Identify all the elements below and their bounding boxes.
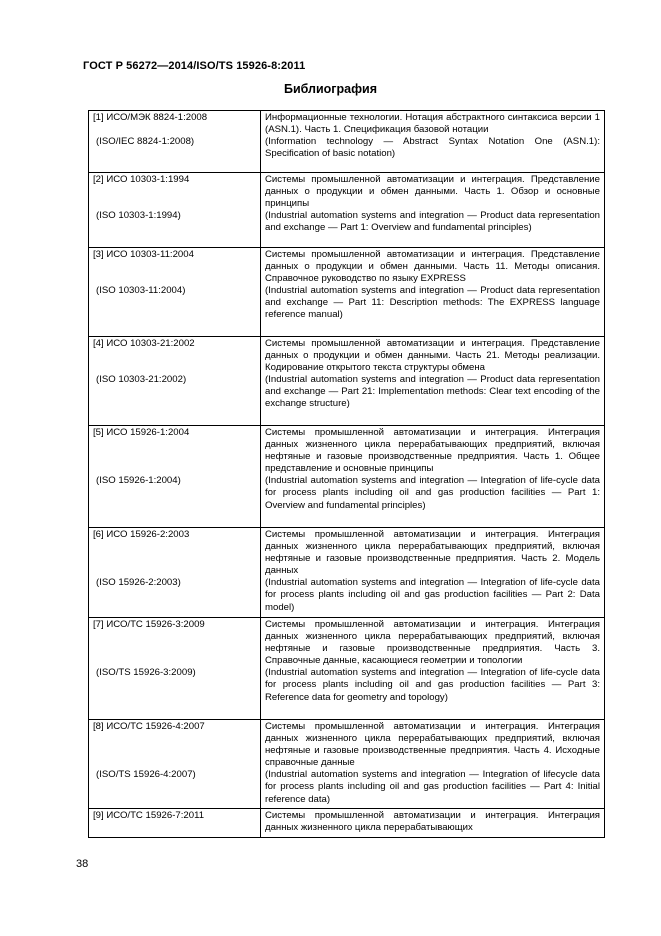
reference-cell xyxy=(89,248,261,337)
section-title-text: Библиография xyxy=(283,82,378,96)
reference-title-ru: Информационные технологии. Нотация абстрактного синтаксиса версии 1 (ASN.1). Часть 1. Спецификация базовой нотации xyxy=(265,112,600,136)
reference-description-cell xyxy=(261,528,605,618)
reference-description-cell xyxy=(261,111,605,173)
reference-id: [9] ИСО/ТС 15926-7:2011 xyxy=(93,810,205,821)
reference-title-ru: Системы промышленной автоматизации и интеграция. Представление данных о продукции и обмен данными. Часть 11. Методы описания. Справочное руководство по языку EXPRESS xyxy=(265,249,600,285)
reference-title-en: (Industrial automation systems and integration — Integration of lifecycle data for process plants including oil and gas production facilities — Part 4: Initial reference data) xyxy=(265,769,600,805)
reference-title-ru: Системы промышленной автоматизации и интеграция. Интеграция данных жизненного цикла перерабатывающих xyxy=(265,810,600,834)
reference-title-en: (Industrial automation systems and integration — Integration of life-cycle data for process plants including oil and gas production facilities — Part 3: Reference data for geometry and topology) xyxy=(265,667,600,703)
bibliography-table xyxy=(88,110,605,838)
reference-title-ru: Системы промышленной автоматизации и интеграция. Представление данных о продукции и обмен данными. Часть 1. Обзор и основные принципы xyxy=(265,174,600,210)
reference-cell xyxy=(89,528,261,618)
document-header: ГОСТ Р 56272—2014/ISO/TS 15926-8:2011 xyxy=(83,60,306,72)
bibliography-body xyxy=(89,111,605,838)
reference-title-ru: Системы промышленной автоматизации и интеграция. Интеграция данных жизненного цикла перерабатывающих предприятий, включая нефтяные и газовые производственные предприятия. Часть 1. Общее представление и основные принципы xyxy=(265,427,600,475)
reference-title-ru: Системы промышленной автоматизации и интеграция. Интеграция данных жизненного цикла перерабатывающих предприятий, включая нефтяные и газовые производственные предприятия. Часть 3. Справочные данные, касающиеся геометрии и топологии xyxy=(265,619,600,667)
reference-cell xyxy=(89,809,261,838)
bibliography-row xyxy=(89,111,605,173)
reference-id: [1] ИСО/МЭК 8824-1:2008 xyxy=(93,112,208,123)
bibliography-row xyxy=(89,618,605,720)
reference-cell xyxy=(89,720,261,809)
reference-title-en: (Industrial automation systems and integration — Integration of life-cycle data for process plants including oil and gas production facilities — Part 2: Data model) xyxy=(265,577,600,613)
bibliography-row xyxy=(89,426,605,528)
reference-description-cell xyxy=(261,426,605,528)
reference-title-en: (Industrial automation systems and integration — Product data representation and exchange — Part 11: Description methods: The EXPRESS language reference manual) xyxy=(265,285,600,321)
reference-description-cell xyxy=(261,720,605,809)
bibliography-row xyxy=(89,173,605,248)
reference-cell xyxy=(89,618,261,720)
reference-title-en: (Information technology — Abstract Syntax Notation One (ASN.1): Specification of basic notation) xyxy=(265,136,600,160)
section-title xyxy=(0,82,661,96)
reference-id-international: (ISO 10303-11:2004) xyxy=(96,285,186,297)
reference-title-ru: Системы промышленной автоматизации и интеграция. Интеграция данных жизненного цикла перерабатывающих предприятий, включая нефтяные и газовые производственные предприятия. Часть 2. Модель данных xyxy=(265,529,600,577)
reference-id-international: (ISO/IEC 8824-1:2008) xyxy=(96,136,195,148)
reference-id-international: (ISO/TS 15926-4:2007) xyxy=(96,769,196,781)
page-number: 38 xyxy=(76,858,89,870)
reference-id-international: (ISO 15926-1:2004) xyxy=(96,475,181,487)
reference-id: [4] ИСО 10303-21:2002 xyxy=(93,338,195,349)
reference-title-en: (Industrial automation systems and integration — Product data representation and exchange — Part 1: Overview and fundamental principles) xyxy=(265,210,600,234)
reference-id: [8] ИСО/ТС 15926-4:2007 xyxy=(93,721,205,732)
reference-description-cell xyxy=(261,337,605,426)
reference-id: [2] ИСО 10303-1:1994 xyxy=(93,174,190,185)
reference-id: [5] ИСО 15926-1:2004 xyxy=(93,427,190,438)
reference-title-ru: Системы промышленной автоматизации и интеграция. Представление данных о продукции и обмен данными. Часть 21. Методы реализации. Кодирование открытого текста структуры обмена xyxy=(265,338,600,374)
reference-cell xyxy=(89,426,261,528)
reference-id: [3] ИСО 10303-11:2004 xyxy=(93,249,194,260)
reference-title-en: (Industrial automation systems and integration — Integration of life-cycle data for process plants including oil and gas production facilities — Part 1: Overview and fundamental principles) xyxy=(265,475,600,511)
reference-description-cell xyxy=(261,618,605,720)
reference-id: [6] ИСО 15926-2:2003 xyxy=(93,529,190,540)
bibliography-row xyxy=(89,809,605,838)
reference-title-en: (Industrial automation systems and integration — Product data representation and exchange — Part 21: Implementation methods: Clear text encoding of the exchange structure) xyxy=(265,374,600,410)
reference-id-international: (ISO 10303-1:1994) xyxy=(96,210,181,222)
bibliography-row xyxy=(89,720,605,809)
reference-id-international: (ISO/TS 15926-3:2009) xyxy=(96,667,196,679)
bibliography-row xyxy=(89,248,605,337)
reference-cell xyxy=(89,111,261,173)
reference-id-international: (ISO 15926-2:2003) xyxy=(96,577,181,589)
bibliography-row xyxy=(89,337,605,426)
reference-description-cell xyxy=(261,173,605,248)
reference-description-cell xyxy=(261,248,605,337)
reference-id: [7] ИСО/ТС 15926-3:2009 xyxy=(93,619,205,630)
reference-cell xyxy=(89,173,261,248)
reference-title-ru: Системы промышленной автоматизации и интеграция. Интеграция данных жизненного цикла перерабатывающих предприятий, включая нефтяные и газовые производственные предприятия. Часть 4. Исходные справочные данные xyxy=(265,721,600,769)
reference-cell xyxy=(89,337,261,426)
reference-description-cell xyxy=(261,809,605,838)
reference-id-international: (ISO 10303-21:2002) xyxy=(96,374,187,386)
bibliography-row xyxy=(89,528,605,618)
